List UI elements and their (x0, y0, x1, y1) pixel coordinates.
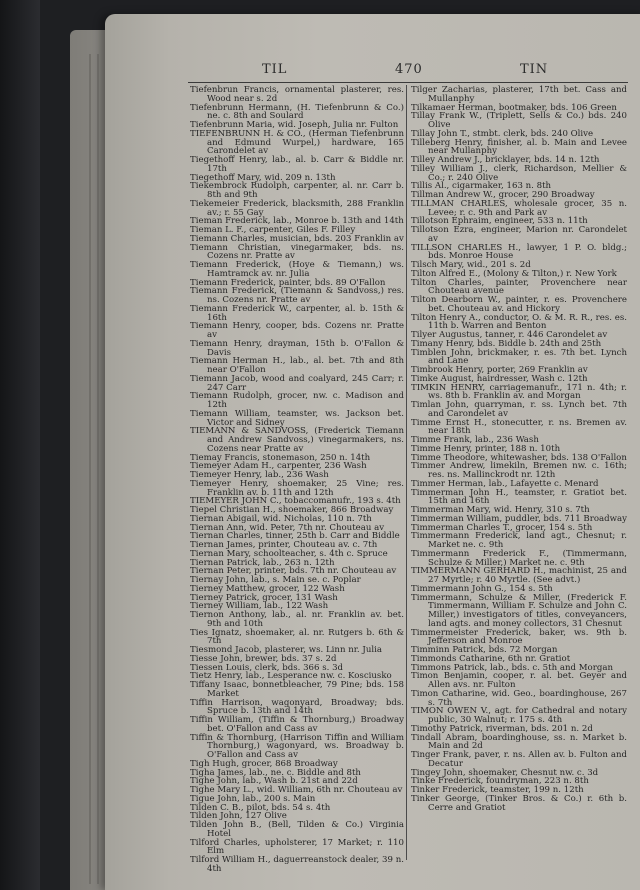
directory-entry: Tiernan Charles, tinner, 25th b. Carr and Biddle (190, 531, 400, 542)
directory-entry: Tiernan Ann, wid. Peter, 7th nr. Chouteau av (190, 522, 385, 533)
directory-entry: Timme Frank, lab., 236 Wash (411, 435, 539, 445)
directory-entry: Tiekemeier Frederick, blacksmith, 288 Franklin av.; r. 55 Gay (190, 198, 404, 218)
header-rule (188, 82, 628, 83)
directory-entry: Tiemeyer Henry, shoemaker, 25 Vine; res. Franklin av. b. 11th and 12th (190, 478, 404, 498)
directory-entry: Timmonds Catharine, 6th nr. Gratiot (411, 653, 571, 664)
directory-entry: Tierney William, lab., 122 Wash (190, 601, 329, 612)
directory-entry: Tiemeyer Adam H., carpenter, 236 Wash (190, 461, 367, 472)
directory-entry: Tilton Alfred E., (Molony & Tilton,) r. New York (411, 268, 617, 279)
directory-entry: TILLSON CHARLES H., lawyer, 1 P. O. bldg.; bds. Monroe House (411, 242, 627, 262)
directory-entry: Tilton Dearborn W., painter, r. es. Provenchere bet. Chouteau av. and Hickory (411, 295, 627, 314)
directory-entry: Tiernay John, lab., s. Main se. c. Poplar (190, 575, 361, 585)
directory-entry: Tillay Frank W., (Triplett, Sells & Co.) bds. 240 Olive (411, 111, 627, 130)
directory-entry: Tiemann Jacob, wood and coalyard, 245 Carr; r. 247 Carr (190, 373, 404, 393)
directory-entry: Tilton Charles, painter, Provenchere near Chouteau avenue (411, 277, 627, 297)
directory-entry: Tilford Charles, upholsterer, 17 Market; r. 110 Elm (190, 837, 404, 857)
directory-entry: Tiernon Anthony, lab., al. nr. Franklin av. bet. 9th and 10th (190, 610, 404, 629)
directory-entry: Tillis Al., cigarmaker, 163 n. 8th (411, 181, 552, 192)
directory-entry: Tiffany Isaac, bonnetbleacher, 79 Pine; bds. 158 Market (190, 680, 404, 699)
directory-entry: Tiernan Mary, schoolteacher, s. 4th c. Spruce (190, 548, 388, 559)
directory-entry: Tiemann Henry, drayman, 15th b. O'Fallon & Davis (190, 338, 404, 358)
directory-entry: Tiemann Christian, vinegarmaker, bds. ns. Cozens nr. Pratte av (190, 242, 404, 262)
column-divider (406, 85, 407, 860)
directory-entry: Tiernan James, printer, Chouteau av. c. 7th (190, 540, 378, 550)
page-edge (89, 54, 91, 884)
directory-entry: Timmer Herman, lab., Lafayette c. Menard (411, 478, 599, 489)
directory-entry: Timmerman Mary, wid. Henry, 310 s. 7th (411, 505, 590, 515)
page-edge (97, 54, 99, 884)
directory-entry: Tilford William H., daguerreanstock dealer, 39 n. 4th (190, 855, 404, 874)
left-column (190, 86, 404, 874)
directory-entry: Tilkamaer Herman, bootmaker, bds. 106 Green (411, 102, 617, 113)
directory-entry: Tiernan Patrick, lab., 263 n. 12th (190, 557, 335, 568)
directory-entry: Tieman L. F., carpenter, Giles F. Filley (190, 225, 356, 235)
directory-entry: Tiegethoff Mary, wid. 209 n. 13th (190, 172, 336, 183)
directory-entry: Tietz Henry, lab., Lesperance nw. c. Kosciusko (190, 671, 392, 682)
directory-entry: Tilyer Augustus, tanner, r. 446 Carondelet av (411, 330, 608, 340)
directory-entry: Tiernan Peter, printer, bds. 7th nr. Chouteau av (190, 566, 397, 577)
directory-entry: TIEMANN & SANDVOSS, (Frederick Tiemann and Andrew Sandvoss,) vinegarmakers, ns. Cozens near Pratte av (190, 426, 404, 454)
directory-entry: Tiefenbrunn Maria, wid. Joseph, Julia nr. Fulton (190, 120, 399, 130)
directory-entry: Tiffin William, (Tiffin & Thornburg,) Broadway bet. O'Fallon and Cass av (190, 715, 404, 734)
directory-entry: Timlan John, quarryman, r. ss. Lynch bet. 7th and Carondelet av (411, 400, 627, 419)
directory-entry: TIEFENBRUNN H. & CO., (Herman Tiefenbrunn and Edmund Wurpel,) hardware, 165 Carondelet av (190, 128, 404, 157)
directory-entry: Timmermann Frederick, land agt., Chesnut; r. Market ne. c. 9th (411, 531, 627, 550)
directory-entry: Timmermann Frederick F., (Timmermann, Schulze & Miller,) Market ne. c. 9th (411, 548, 627, 568)
directory-entry: Tilley Andrew J., bricklayer, bds. 14 n. 12th (411, 155, 600, 165)
left-guide-word: TIL (262, 62, 288, 77)
directory-entry: Tiemann Frederick, (Hoye & Tiemann,) ws. Hamtramck av. nr. Julia (190, 260, 404, 279)
directory-entry: Tilleberg Henry, finisher, al. b. Main and Levee near Mullanphy (411, 137, 627, 157)
directory-entry: Tiffin & Thornburg, (Harrison Tiffin and William Thornburg,) wagonyard, ws. Broadway b. O'Fallon and Cass av (190, 732, 404, 760)
directory-entry: Timon Benjamin, cooper, r. al. bet. Geyer and Allen avs. nr. Fulton (411, 671, 627, 690)
directory-entry: Tiesse John, brewer, bds. 37 s. 2d (190, 653, 337, 664)
directory-entry: Timmermann John G., 154 s. 5th (411, 583, 553, 594)
directory-entry: Timme Theodore, whitewasher, bds. 138 O'Fallon (411, 452, 627, 463)
directory-entry: Tiemay Francis, stonemason, 250 n. 14th (190, 452, 371, 463)
directory-entry: Timke August, hairdresser, Wash c. 12th (411, 373, 588, 384)
directory-entry: Timon Catharine, wid. Geo., boardinghouse, 267 s. 7th (411, 688, 627, 708)
right-guide-word: TIN (520, 62, 549, 77)
directory-entry: Timme Ernst H., stonecutter, r. ns. Bremen av. near 18th (411, 417, 627, 437)
directory-entry: Tiemann William, teamster, ws. Jackson bet. Victor and Sidney (190, 408, 404, 428)
directory-entry: Tindall Abram, boardinghouse, ss. n. Market b. Main and 2d (411, 732, 627, 752)
directory-entry: Timmerman William, puddler, bds. 711 Broadway (411, 513, 627, 524)
directory-entry: Timmer Andrew, limekiln, Bremen nw. c. 16th; res. ns. Mallinckrodt nr. 12th (411, 461, 627, 480)
directory-entry: Timminn Patrick, bds. 72 Morgan (411, 645, 558, 655)
directory-entry: Tieman Frederick, lab., Monroe b. 13th and 14th (190, 216, 404, 227)
directory-entry: TIMON OWEN V., agt. for Cathedral and notary public, 30 Walnut; r. 175 s. 4th (411, 706, 627, 725)
directory-entry: Tiernan Abigail, wid. Nicholas, 110 n. 7th (190, 513, 372, 524)
directory-entry: Tingey John, shoemaker, Chesnut nw. c. 3d (411, 767, 599, 778)
directory-entry: Tiepel Christian H., shoemaker, 866 Broadway (190, 505, 394, 515)
directory-entry: Tilley William J., clerk, Richardson, Mellier & Co.; r. 240 Olive (411, 163, 627, 183)
directory-entry: Tighe John, lab., Wash b. 21st and 22d (190, 776, 358, 787)
directory-entry: Timmermeister Frederick, baker, ws. 9th b. Jefferson and Monroe (411, 627, 627, 647)
directory-entry: Tilden John, 127 Olive (190, 811, 287, 822)
directory-entry: Timothy Patrick, riverman, bds. 201 n. 2d (411, 723, 593, 734)
directory-entry: Tinker Frederick, teamster, 199 n. 12th (411, 785, 584, 795)
directory-entry: Tinger Frank, paver, r. ns. Allen av. b. Fulton and Decatur (411, 750, 627, 769)
directory-entry: Tinke Frederick, foundryman, 223 n. 8th (411, 776, 589, 787)
directory-entry: TIMKIN HENRY, carriagemanufr., 171 n. 4th; r. ws. 8th b. Franklin av. and Morgan (411, 382, 627, 402)
directory-entry: Tinker George, (Tinker Bros. & Co.) r. 6th b. Cerre and Gratiot (411, 793, 627, 813)
directory-entry: Tighe Mary L., wid. William, 6th nr. Chouteau av (190, 785, 403, 795)
right-column (411, 86, 627, 812)
directory-entry: Tiekembrock Rudolph, carpenter, al. nr. Carr b. 8th and 9th (190, 181, 404, 200)
directory-entry: TILLMAN CHARLES, wholesale grocer, 35 n. Levee; r. c. 9th and Park av (411, 198, 627, 218)
directory-entry: Tigue John, lab., 200 s. Main (190, 793, 316, 804)
directory-entry: Tiefenbrun Francis, ornamental plasterer, res. Wood near s. 2d (190, 85, 404, 104)
directory-entry: Tiemann Rudolph, grocer, nw. c. Madison and 12th (190, 391, 404, 410)
directory-entry: TIMMERMANN GERHARD H., machinist, 25 and 27 Myrtle; r. 40 Myrtle. (See advt.) (411, 566, 627, 585)
directory-entry: Tiemann Frederick W., carpenter, al. b. 15th & 16th (190, 303, 404, 323)
directory-entry: Tigha James, lab., ne. c. Biddle and 8th (190, 767, 361, 778)
directory-entry: Tiefenbrunn Hermann, (H. Tiefenbrunn & Co.) ne. c. 8th and Soulard (190, 102, 404, 122)
directory-entry: Tierney Patrick, grocer, 131 Wash (190, 592, 338, 603)
directory-entry: Tiemann Frederick, painter, bds. 89 O'Fallon (190, 277, 386, 288)
directory-entry: Tillotson Ephraim, engineer, 533 n. 11th (411, 216, 588, 227)
directory-entry: Timbrook Henry, porter, 269 Franklin av (411, 365, 588, 375)
directory-entry: Tiffin Harrison, wagonyard, Broadway; bds. Spruce b. 13th and 14th (190, 697, 404, 717)
directory-entry: Tigh Hugh, grocer, 868 Broadway (190, 758, 338, 769)
directory-entry: Tillotson Ezra, engineer, Marion nr. Carondelet av (411, 225, 627, 244)
directory-entry: Tierney Matthew, grocer, 122 Wash (190, 583, 345, 594)
directory-entry: TIEMEYER JOHN C., tobaccomanufr., 193 s. 4th (190, 496, 401, 507)
directory-entry: Timmermann, Schulze & Miller, (Frederick F. Timmermann, William F. Schulze and John C. Miller,) investigators of titles, conveyancers, land agts. and money collectors, 31 Chesnut (411, 592, 627, 629)
directory-entry: Tilger Zacharias, plasterer, 17th bet. Cass and Mullanphy (411, 85, 627, 104)
directory-entry: Tilden C. B., pilot, bds. 54 s. 4th (190, 802, 331, 813)
directory-entry: Tillay John T., stmbt. clerk, bds. 240 Olive (411, 128, 594, 139)
directory-entry: Timany Henry, bds. Biddle b. 24th and 25th (411, 338, 602, 349)
page-number: 470 (395, 62, 423, 77)
directory-entry: Tiessen Louis, clerk, bds. 366 s. 3d (190, 662, 344, 673)
book-spine (0, 0, 40, 890)
directory-entry: Tiemann Frederick, (Tiemann & Sandvoss,) res. ns. Cozens nr. Pratte av (190, 286, 404, 305)
directory-entry: Tiegethoff Henry, lab., al. b. Carr & Biddle nr. 17th (190, 155, 404, 174)
directory-entry: Timme Henry, printer, 188 n. 10th (411, 443, 561, 454)
directory-entry: Tiesmond Jacob, plasterer, ws. Linn nr. Julia (190, 645, 382, 655)
directory-entry: Tillman Andrew W., grocer, 290 Broadway (411, 190, 595, 200)
directory-entry: Timmerman Charles T., grocer, 154 s. 5th (411, 522, 593, 533)
directory-entry: Tiemann Charles, musician, bds. 203 Franklin av (190, 233, 404, 244)
directory-entry: Tilton Henry A., conductor, O. & M. R. R., res. es. 11th b. Warren and Benton (411, 312, 627, 332)
directory-entry: Timmons Patrick, lab., bds. c. 5th and Morgan (411, 662, 613, 673)
directory-entry: Tiemann Herman H., lab., al. bet. 7th and 8th near O'Fallon (190, 356, 404, 375)
directory-entry: Ties Ignatz, shoemaker, al. nr. Rutgers b. 6th & 7th (190, 627, 404, 647)
directory-entry: Tilsch Mary, wid., 201 s. 2d (411, 260, 531, 270)
directory-entry: Tilden John B., (Bell, Tilden & Co.) Virginia Hotel (190, 820, 404, 839)
directory-entry: Tiemeyer Henry, lab., 236 Wash (190, 470, 329, 480)
directory-entry: Timblen John, brickmaker, r. es. 7th bet. Lynch and Lane (411, 347, 627, 367)
directory-entry: Tiemann Henry, cooper, bds. Cozens nr. Pratte av (190, 321, 404, 340)
directory-entry: Timmerman John H., teamster, r. Gratiot bet. 15th and 16th (411, 487, 627, 507)
running-header (190, 62, 630, 82)
